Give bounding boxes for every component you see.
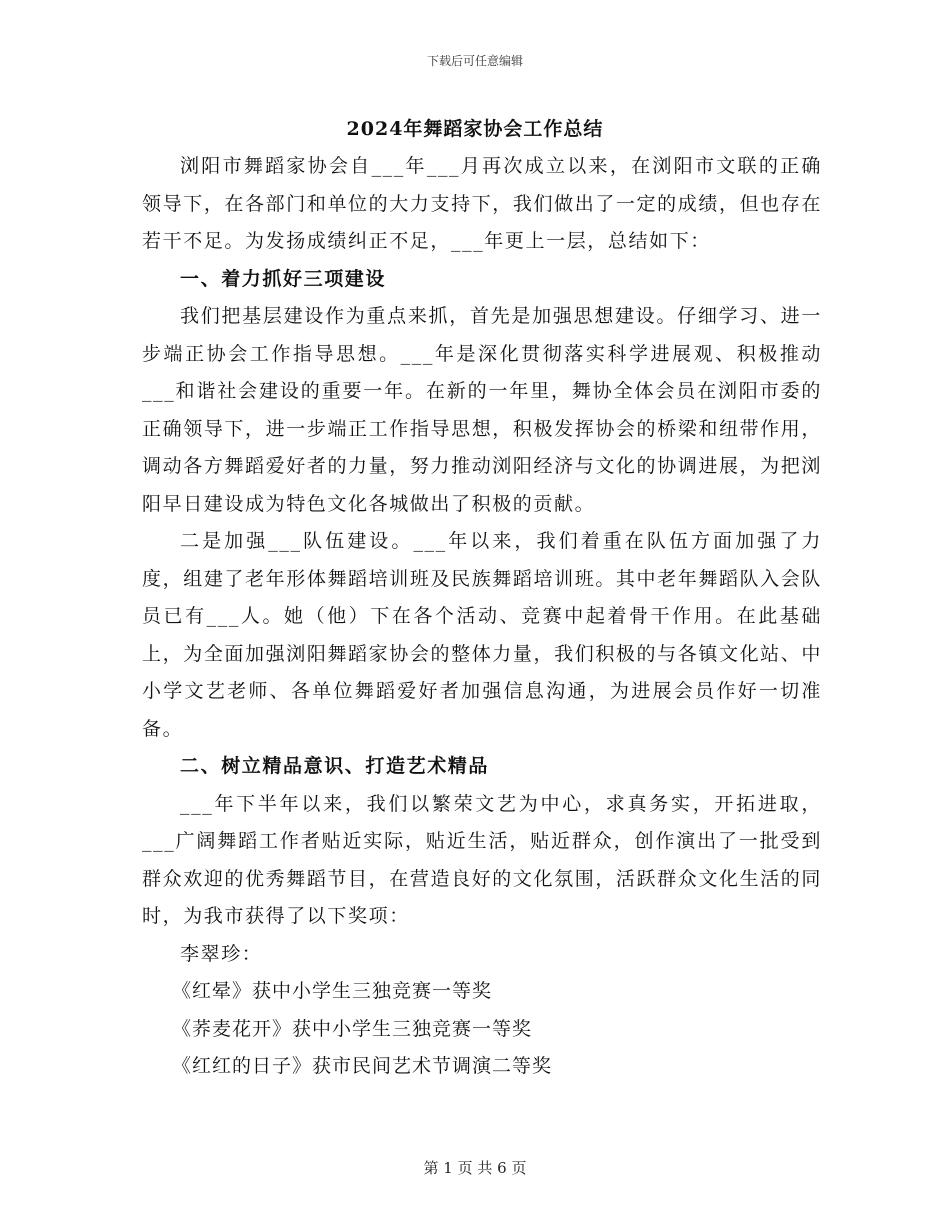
intro-paragraph: 浏阳市舞蹈家协会自___年___月再次成立以来，在浏阳市文联的正确领导下，在各部门和单位的大力支持下，我们做出了一定的成绩，但也存在若干不足。为发扬成绩纠正不足，___年更上一层，总结如下：	[142, 155, 822, 252]
section-1-paragraph-2: 二是加强___队伍建设。___年以来，我们着重在队伍方面加强了力度，组建了老年形体舞蹈培训班及民族舞蹈培训班。其中老年舞蹈队入会队员已有___人。她（他）下在各个活动、竞赛中起着骨干作用。在此基础上，为全面加强浏阳舞蹈家协会的整体力量，我们积极的与各镇文化站、中小学文艺老师、各单位舞蹈爱好者加强信息沟通，为进展会员作好一切准备。	[142, 530, 822, 740]
award-item: 《红红的日子》获市民间艺术节调演二等奖	[172, 1055, 553, 1077]
section-2-paragraph-1: ___年下半年以来，我们以繁荣文艺为中心，求真务实，开拓进取，___广阔舞蹈工作者贴近实际，贴近生活，贴近群众，创作演出了一批受到群众欢迎的优秀舞蹈节目，在营造良好的文化氛围，活跃群众文化生活的同时，为我市获得了以下奖项：	[142, 792, 822, 927]
header-note: 下载后可任意编辑	[426, 54, 523, 68]
document-body	[142, 148, 822, 1086]
page-footer: 第 1 页 共 6 页	[423, 1159, 527, 1177]
section-1-heading: 一、着力抓好三项建设	[180, 267, 387, 290]
document-title: 2024年舞蹈家协会工作总结	[346, 118, 604, 140]
award-person: 李翠珍：	[180, 942, 263, 965]
award-item: 《荞麦花开》获中小学生三独竞赛一等奖	[172, 1017, 533, 1040]
award-item: 《红晕》获中小学生三独竞赛一等奖	[172, 980, 493, 1002]
section-1-paragraph-1: 我们把基层建设作为重点来抓，首先是加强思想建设。仔细学习、进一步端正协会工作指导思想。___年是深化贯彻落实科学进展观、积极推动___和谐社会建设的重要一年。在新的一年里，舞协全体会员在浏阳市委的正确领导下，进一步端正工作指导思想，积极发挥协会的桥梁和纽带作用，调动各方舞蹈爱好者的力量，努力推动浏阳经济与文化的协调进展，为把浏阳早日建设成为特色文化各城做出了积极的贡献。	[142, 305, 822, 515]
section-2-heading: 二、树立精品意识、打造艺术精品	[180, 755, 490, 777]
